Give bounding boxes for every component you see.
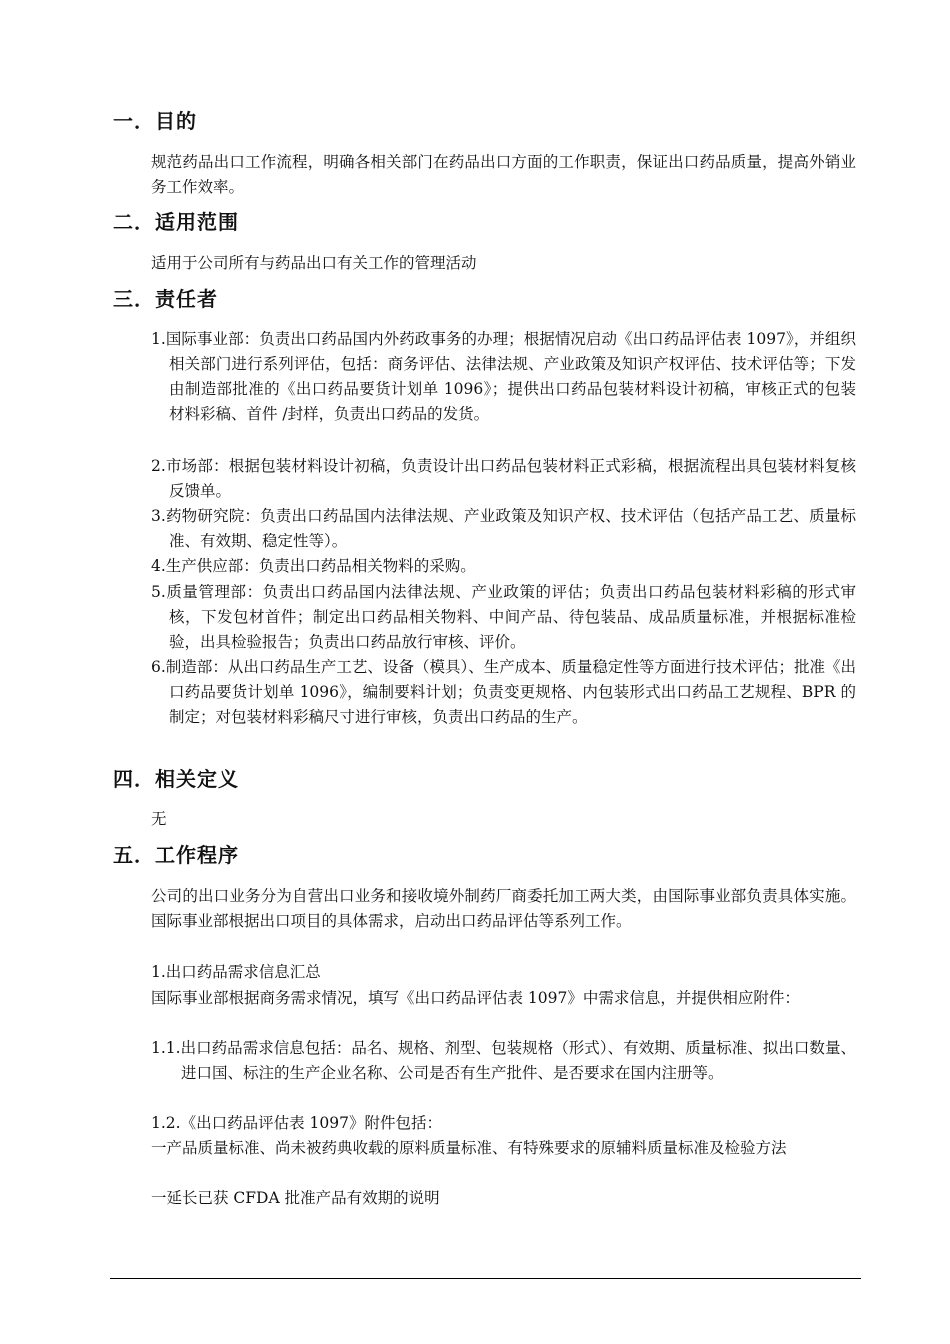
responsibility-item-quality: 5.质量管理部：负责出口药品国内法律法规、产业政策的评估；负责出口药品包装材料彩稿的形式审核，下发包材首件；制定出口药品相关物料、中间产品、待包装品、成品质量标准，并根据标准检验，出具检验报告；负责出口药品放行审核、评价。 (151, 583, 856, 651)
procedure-item-1-2: 1.2.《出口药品评估表 1097》附件包括： (151, 1114, 442, 1132)
procedure-subtitle: 1.出口药品需求信息汇总 (151, 963, 321, 981)
responsibility-item-supply: 4.生产供应部：负责出口药品相关物料的采购。 (151, 557, 476, 575)
procedure-intro: 公司的出口业务分为自营出口业务和接收境外制药厂商委托加工两大类，由国际事业部负责具体实施。国际事业部根据出口项目的具体需求，启动出口药品评估等系列工作。 (151, 887, 856, 930)
scope-text: 适用于公司所有与药品出口有关工作的管理活动 (151, 254, 477, 272)
heading-scope: 二．适用范围 (113, 210, 239, 234)
purpose-text: 规范药品出口工作流程，明确各相关部门在药品出口方面的工作职责，保证出口药品质量，提高外销业务工作效率。 (151, 153, 856, 196)
footer-divider (110, 1278, 861, 1279)
heading-responsibility: 三．责任者 (113, 287, 218, 311)
attachment-item: 一产品质量标准、尚未被药典收载的原料质量标准、有特殊要求的原辅料质量标准及检验方法 (151, 1139, 787, 1157)
procedure-subtext: 国际事业部根据商务需求情况，填写《出口药品评估表 1097》中需求信息，并提供相应附件： (151, 989, 800, 1007)
attachment-item: 一延长已获 CFDA 批准产品有效期的说明 (151, 1189, 440, 1207)
responsibility-item-marketing: 2.市场部：根据包装材料设计初稿，负责设计出口药品包装材料正式彩稿，根据流程出具包装材料复核反馈单。 (151, 457, 856, 500)
heading-definitions: 四．相关定义 (113, 767, 239, 791)
procedure-item-1-1: 1.1.出口药品需求信息包括：品名、规格、剂型、包装规格（形式）、有效期、质量标准、拟出口数量、进口国、标注的生产企业名称、公司是否有生产批件、是否要求在国内注册等。 (151, 1039, 856, 1082)
responsibility-item-research: 3.药物研究院：负责出口药品国内法律法规、产业政策及知识产权、技术评估（包括产品工艺、质量标准、有效期、稳定性等）。 (151, 507, 856, 550)
heading-procedure: 五．工作程序 (113, 843, 239, 867)
definitions-text: 无 (151, 810, 167, 828)
responsibility-item-international: 1.国际事业部：负责出口药品国内外药政事务的办理；根据情况启动《出口药品评估表 1097》，并组织相关部门进行系列评估，包括：商务评估、法律法规、产业政策及知识产权评估、技术评估等；下发由制造部批准的《出口药品要货计划单 1096》；提供出口药品包装材料设计初稿，审核正式的包装材料彩稿、首件 /封样，负责出口药品的发货。 (151, 330, 856, 423)
heading-purpose: 一．目的 (113, 109, 197, 133)
responsibility-item-manufacturing: 6.制造部：从出口药品生产工艺、设备（模具）、生产成本、质量稳定性等方面进行技术评估；批准《出口药品要货计划单 1096》，编制要料计划；负责变更规格、内包装形式出口药品工艺规程、BPR 的制定；对包装材料彩稿尺寸进行审核，负责出口药品的生产。 (151, 658, 856, 726)
